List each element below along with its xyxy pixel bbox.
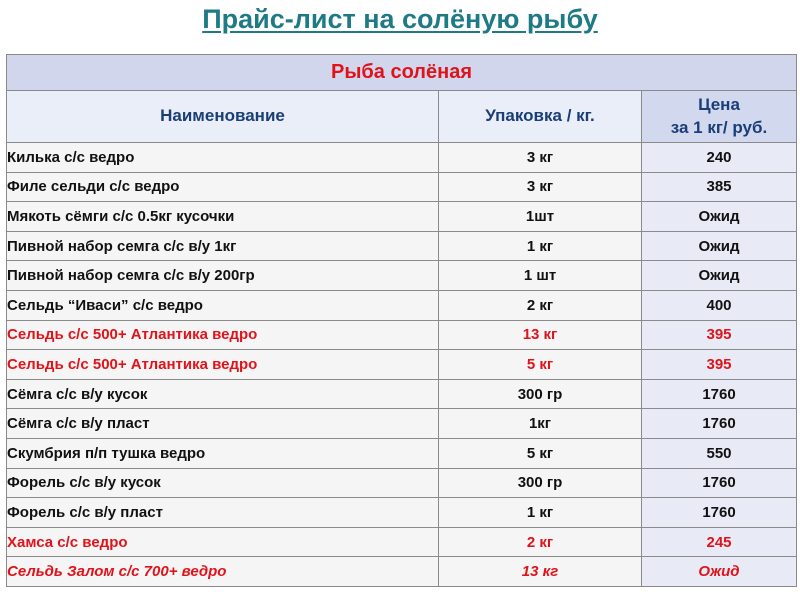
table-row xyxy=(7,527,797,557)
product-name-cell: Сельдь Залом с/с 700+ ведро xyxy=(7,557,439,587)
table-row xyxy=(7,290,797,320)
table-row xyxy=(7,202,797,232)
product-name-cell: Сельдь “Иваси” с/с ведро xyxy=(7,290,439,320)
package-cell: 3 кг xyxy=(439,172,642,202)
price-cell: 550 xyxy=(642,438,797,468)
table-row xyxy=(7,172,797,202)
product-name-cell: Сёмга с/с в/у кусок xyxy=(7,379,439,409)
table-row xyxy=(7,231,797,261)
price-cell: Ожид xyxy=(642,231,797,261)
product-name-cell: Сельдь с/с 500+ Атлантика ведро xyxy=(7,320,439,350)
table-row xyxy=(7,379,797,409)
price-cell: 385 xyxy=(642,172,797,202)
product-name-cell: Хамса с/с ведро xyxy=(7,527,439,557)
column-header-name: Наименование xyxy=(7,91,439,143)
price-cell: 1760 xyxy=(642,498,797,528)
product-name-cell: Пивной набор семга с/с в/у 1кг xyxy=(7,231,439,261)
page-title: Прайс-лист на солёную рыбу xyxy=(202,4,598,34)
price-cell: Ожид xyxy=(642,557,797,587)
price-cell: 400 xyxy=(642,290,797,320)
table-row xyxy=(7,261,797,291)
price-cell: Ожид xyxy=(642,202,797,232)
price-header-line2: за 1 кг/ руб. xyxy=(670,117,768,137)
product-name-cell: Мякоть сёмги с/с 0.5кг кусочки xyxy=(7,202,439,232)
price-cell: 1760 xyxy=(642,468,797,498)
table-caption: Рыба солёная xyxy=(7,55,797,91)
column-header-package: Упаковка / кг. xyxy=(439,91,642,143)
product-name-cell: Форель с/с в/у пласт xyxy=(7,498,439,528)
table-row xyxy=(7,498,797,528)
table-row xyxy=(7,409,797,439)
package-cell: 3 кг xyxy=(439,143,642,173)
package-cell: 1 кг xyxy=(439,231,642,261)
table-row xyxy=(7,468,797,498)
package-cell: 1кг xyxy=(439,409,642,439)
price-cell: Ожид xyxy=(642,261,797,291)
product-name-cell: Сельдь с/с 500+ Атлантика ведро xyxy=(7,350,439,380)
package-cell: 1шт xyxy=(439,202,642,232)
product-name-cell: Филе сельди с/с ведро xyxy=(7,172,439,202)
price-cell: 1760 xyxy=(642,409,797,439)
package-cell: 300 гр xyxy=(439,379,642,409)
package-cell: 1 шт xyxy=(439,261,642,291)
price-header-line1: Цена xyxy=(698,95,740,115)
package-cell: 1 кг xyxy=(439,498,642,528)
table-row xyxy=(7,438,797,468)
product-name-cell: Сёмга с/с в/у пласт xyxy=(7,409,439,439)
product-name-cell: Пивной набор семга с/с в/у 200гр xyxy=(7,261,439,291)
package-cell: 13 кг xyxy=(439,557,642,587)
package-cell: 5 кг xyxy=(439,438,642,468)
product-name-cell: Скумбрия п/п тушка ведро xyxy=(7,438,439,468)
product-name-cell: Форель с/с в/у кусок xyxy=(7,468,439,498)
column-header-price xyxy=(642,91,797,143)
package-cell: 2 кг xyxy=(439,527,642,557)
price-cell: 1760 xyxy=(642,379,797,409)
price-cell: 245 xyxy=(642,527,797,557)
price-cell: 395 xyxy=(642,320,797,350)
table-body xyxy=(7,143,797,587)
price-cell: 240 xyxy=(642,143,797,173)
package-cell: 2 кг xyxy=(439,290,642,320)
package-cell: 5 кг xyxy=(439,350,642,380)
price-cell: 395 xyxy=(642,350,797,380)
table-row xyxy=(7,350,797,380)
table-row xyxy=(7,557,797,587)
product-name-cell: Килька с/с ведро xyxy=(7,143,439,173)
table-row xyxy=(7,320,797,350)
price-table xyxy=(6,54,797,587)
package-cell: 13 кг xyxy=(439,320,642,350)
table-row xyxy=(7,143,797,173)
package-cell: 300 гр xyxy=(439,468,642,498)
